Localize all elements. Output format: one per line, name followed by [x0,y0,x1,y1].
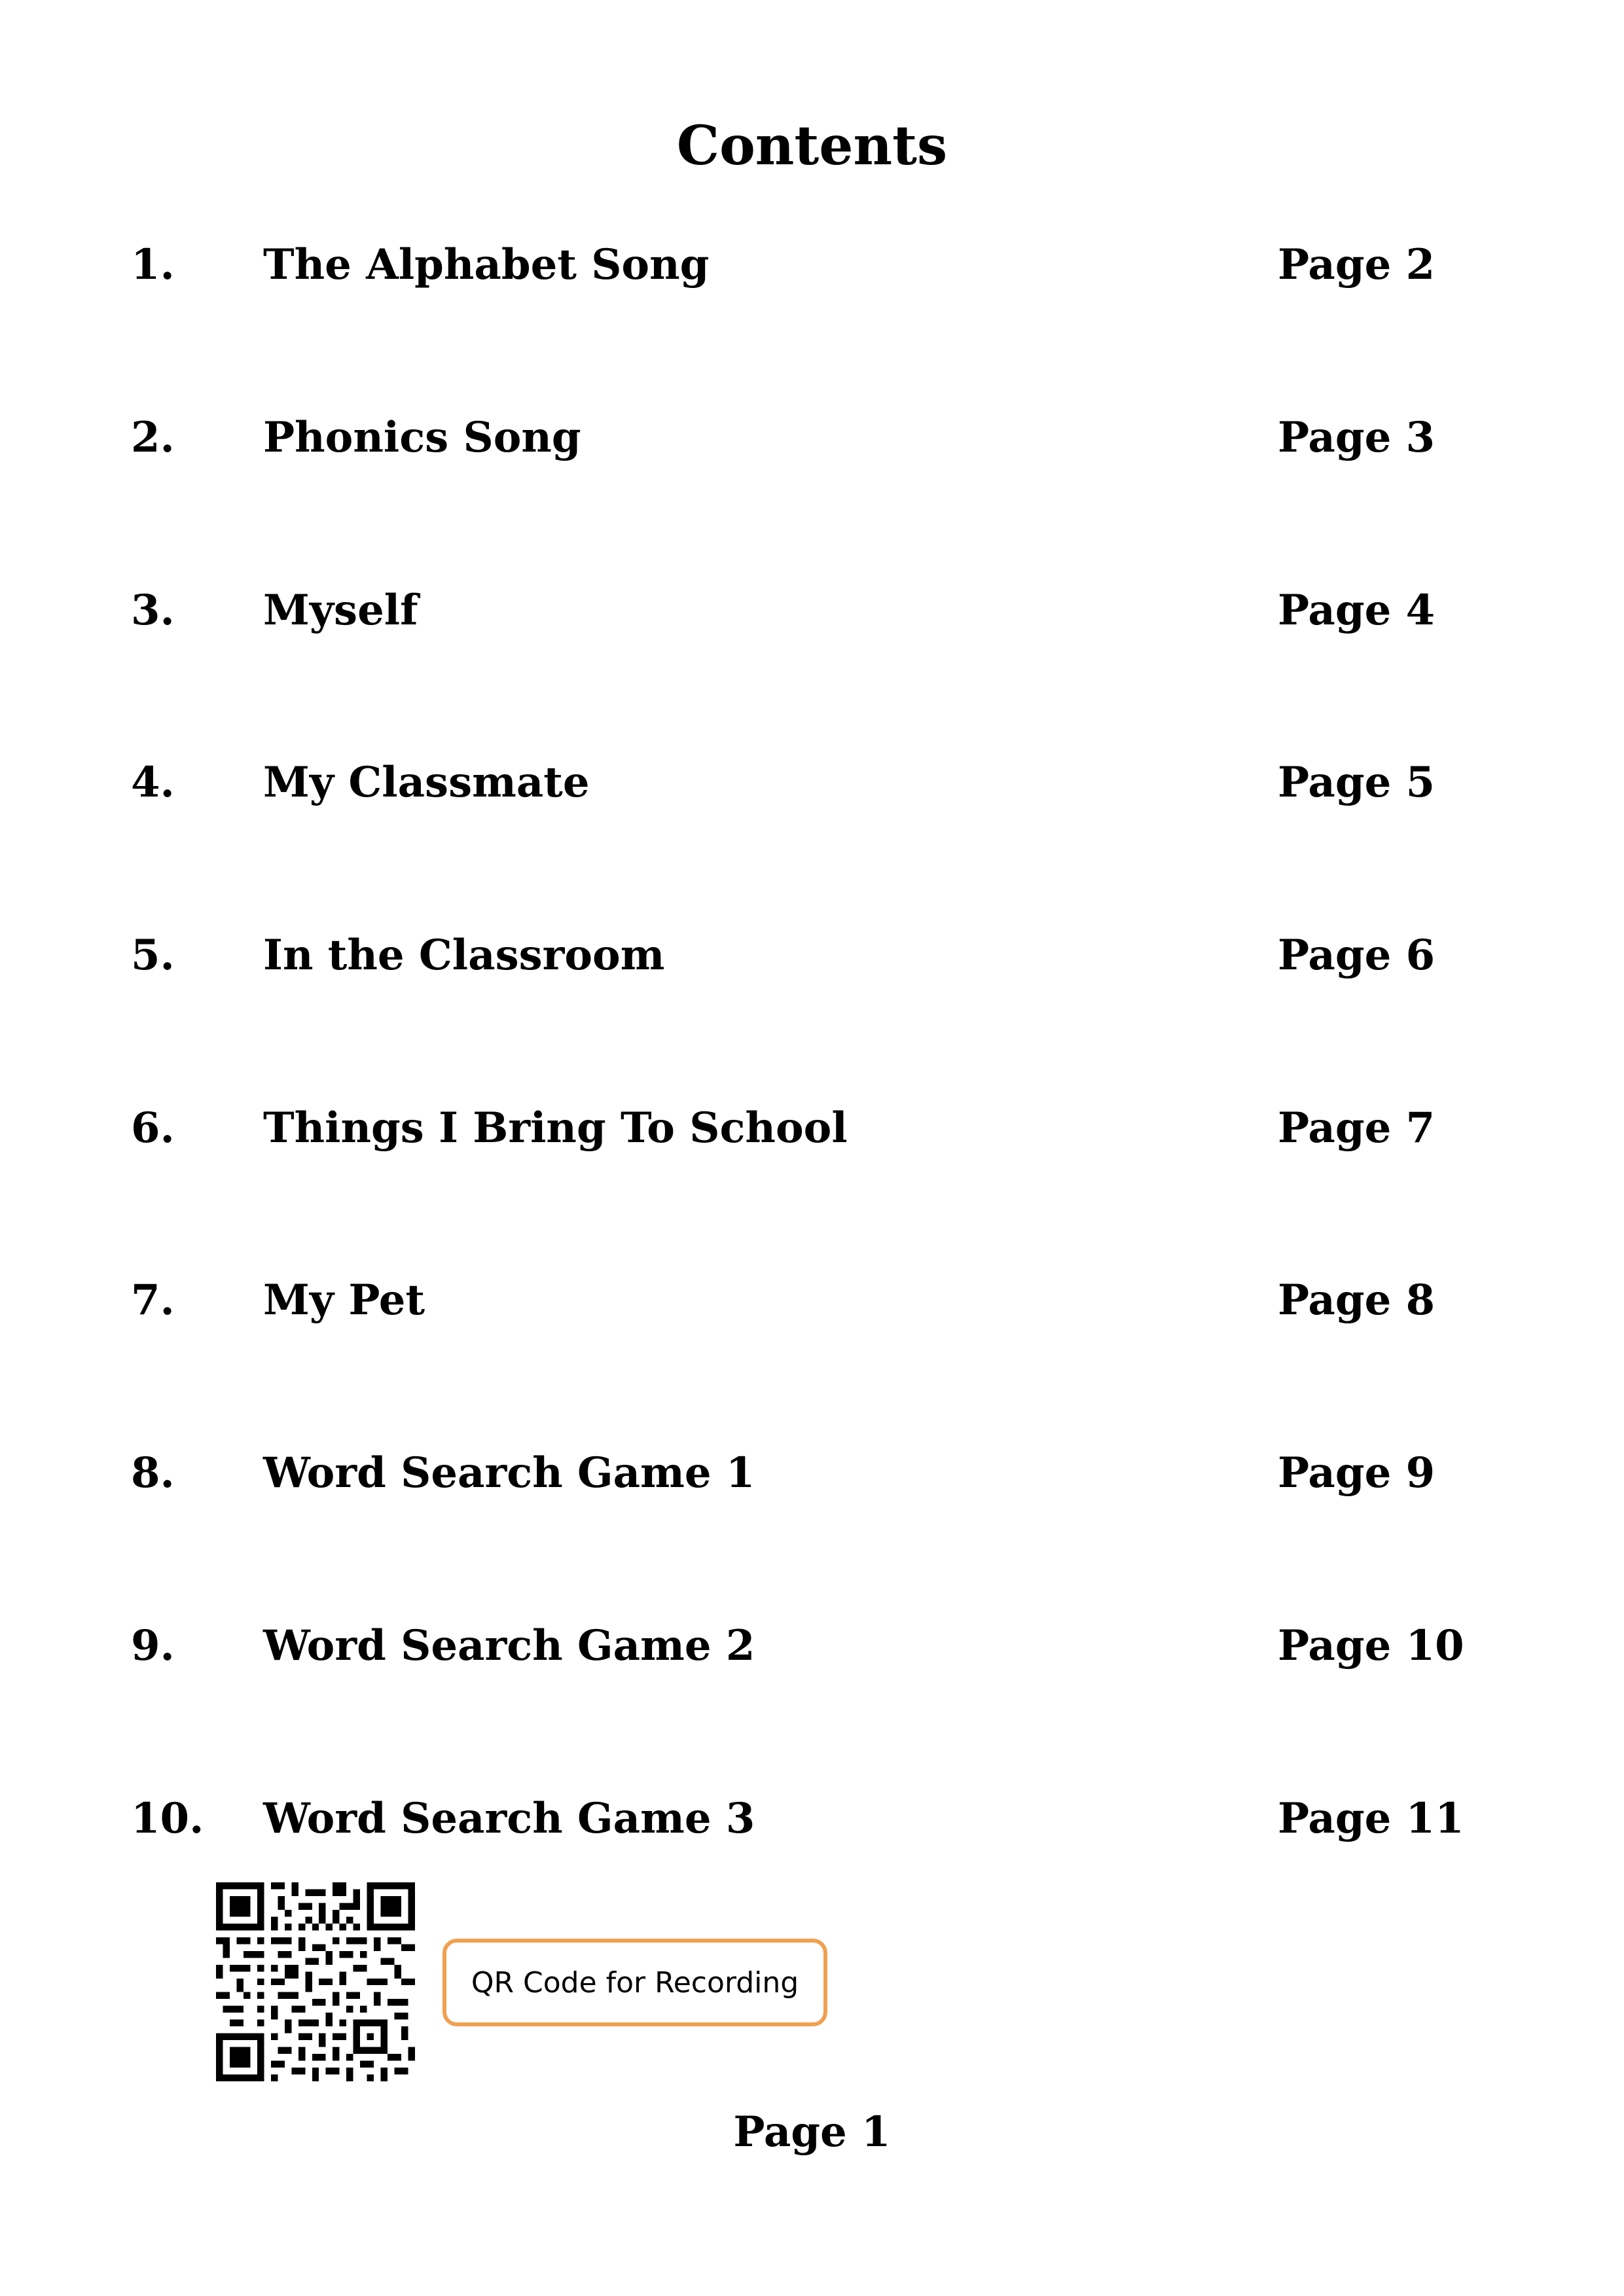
toc-page-ref[interactable]: Page 6 [1278,931,1435,980]
toc-title[interactable]: Word Search Game 1 [263,1448,755,1498]
toc-row[interactable] [0,923,1624,988]
toc-page-ref[interactable]: Page 9 [1278,1448,1435,1498]
toc-row[interactable] [0,578,1624,643]
toc-row[interactable] [0,405,1624,471]
toc-title[interactable]: Word Search Game 3 [263,1794,755,1843]
toc-page-ref[interactable]: Page 4 [1278,586,1435,635]
toc-page-ref[interactable]: Page 7 [1278,1103,1435,1153]
toc-title[interactable]: My Classmate [263,758,590,807]
qr-code-label-box [442,1939,827,2026]
toc-row[interactable] [0,1096,1624,1161]
toc-number: 1. [131,240,175,289]
qr-code-graphic [216,1882,415,2081]
toc-page-ref[interactable]: Page 8 [1278,1276,1435,1325]
toc-title[interactable]: My Pet [263,1276,425,1325]
toc-page-ref[interactable]: Page 3 [1278,413,1435,462]
toc-title[interactable]: Myself [263,586,418,635]
toc-title[interactable]: Things I Bring To School [263,1103,848,1153]
toc-row[interactable] [0,1786,1624,1852]
toc-row[interactable] [0,1268,1624,1333]
toc-page-ref[interactable]: Page 10 [1278,1621,1464,1670]
toc-title[interactable]: Phonics Song [263,413,581,462]
toc-title[interactable]: The Alphabet Song [263,240,710,289]
toc-number: 9. [131,1621,175,1670]
page-number: Page 1 [733,2108,891,2157]
toc-number: 10. [131,1794,204,1843]
toc-number: 5. [131,931,175,980]
toc-number: 4. [131,758,175,807]
toc-title[interactable]: In the Classroom [263,931,665,980]
qr-code-icon[interactable] [216,1882,415,2081]
toc-row[interactable] [0,750,1624,816]
toc-row[interactable] [0,1441,1624,1506]
toc-number: 3. [131,586,175,635]
toc-number: 8. [131,1448,175,1498]
qr-code-label: QR Code for Recording [471,1965,799,2000]
toc-page-ref[interactable]: Page 2 [1278,240,1435,289]
toc-page-ref[interactable]: Page 5 [1278,758,1435,807]
toc-number: 2. [131,413,175,462]
toc-row[interactable] [0,1613,1624,1679]
toc-number: 6. [131,1103,175,1153]
toc-row[interactable] [0,232,1624,298]
toc-number: 7. [131,1276,175,1325]
page-title: Contents [676,115,948,177]
toc-page-ref[interactable]: Page 11 [1278,1794,1464,1843]
toc-title[interactable]: Word Search Game 2 [263,1621,755,1670]
